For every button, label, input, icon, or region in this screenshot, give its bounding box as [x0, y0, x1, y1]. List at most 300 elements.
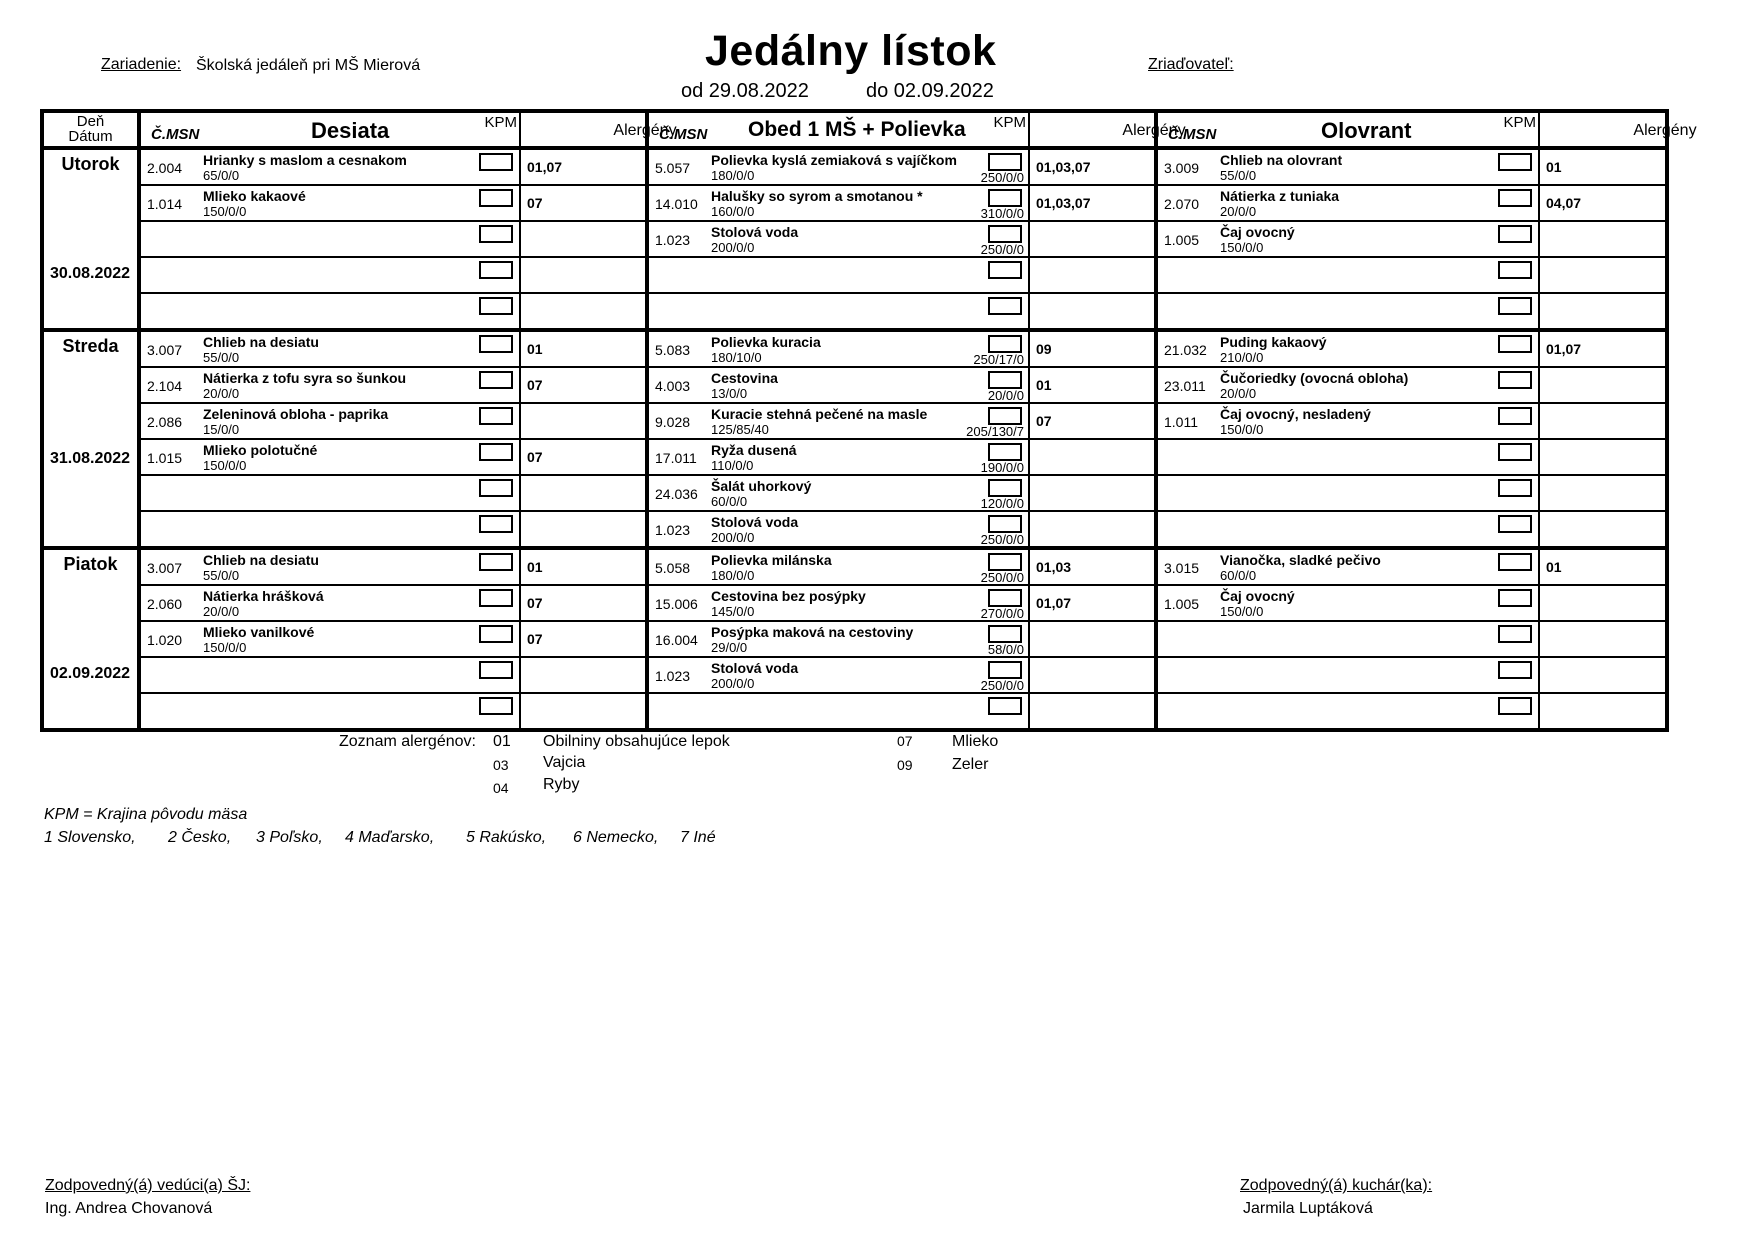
table-row: [42, 148, 1667, 185]
allergen-cell: [520, 475, 647, 511]
meal-code: 2.104: [147, 378, 183, 394]
allergen-cell: [1029, 257, 1156, 293]
allergen-code: 07: [897, 733, 913, 749]
allergen-name: Mlieko: [952, 733, 999, 750]
table-row: [42, 548, 1667, 585]
meal-portion-large: 250/0/0: [980, 242, 1024, 257]
allergen-cell: [1539, 330, 1667, 367]
kpm-box: [479, 661, 513, 679]
meal-portion: 200/0/0: [711, 676, 755, 691]
kpm-country: 2 Česko,: [168, 829, 232, 846]
meal-name: Ryža dusená: [711, 442, 797, 458]
table-row: [42, 185, 1667, 221]
meal-cell: [139, 403, 520, 439]
meal-name: Stolová voda: [711, 224, 799, 240]
meal-code: 9.028: [655, 414, 691, 430]
day-name: Streda: [62, 336, 119, 356]
header-date-label: Dátum: [68, 128, 113, 145]
meal-portion-large: 20/0/0: [987, 388, 1024, 403]
allergen-cell: [520, 148, 647, 185]
table-row: [42, 511, 1667, 548]
facility-label: Zariadenie:: [101, 56, 182, 73]
meal-code: 1.005: [1164, 596, 1200, 612]
manager-name: Ing. Andrea Chovanová: [45, 1200, 213, 1217]
allergen-cell: [1029, 693, 1156, 730]
meal-cell: [1156, 367, 1539, 403]
meal-code: 1.023: [655, 232, 691, 248]
meal-code: 1.023: [655, 668, 691, 684]
meal-code: 1.023: [655, 522, 691, 538]
table-row: [42, 221, 1667, 257]
meal-portion-large: 270/0/0: [980, 606, 1024, 621]
meal-code: 2.070: [1164, 196, 1200, 212]
allergen-cell: [1029, 221, 1156, 257]
header-allergens-3: [1539, 111, 1697, 148]
kpm-box: [479, 153, 513, 171]
table-row: [42, 475, 1667, 511]
meal-cell: [1156, 185, 1539, 221]
allergen-cell: [520, 367, 647, 403]
meal-allergens: 07: [527, 449, 543, 465]
meal-portion-large: 250/0/0: [980, 570, 1024, 585]
allergen-cell: [520, 439, 647, 475]
meal-cell: [647, 221, 1029, 257]
allergen-cell: [1539, 621, 1667, 657]
header-row: [42, 111, 1667, 148]
allergen-cell: [1029, 148, 1156, 185]
meal-cell: [647, 403, 1029, 439]
meal-portion: 150/0/0: [1220, 604, 1264, 619]
kpm-box: [988, 589, 1022, 607]
meal-code: 1.014: [147, 196, 183, 212]
meal-portion: 150/0/0: [203, 640, 247, 655]
kpm-box: [1498, 697, 1532, 715]
meal-portion: 20/0/0: [1220, 386, 1257, 401]
day-date: 02.09.2022: [50, 665, 131, 682]
allergen-cell: [1029, 548, 1156, 585]
table-row: [42, 585, 1667, 621]
allergen-cell: [520, 511, 647, 548]
meal-cell: [139, 475, 520, 511]
meal-allergens: 01,03,07: [1036, 159, 1091, 175]
meal-name: Mlieko kakaové: [203, 188, 306, 204]
meal-portion: 65/0/0: [203, 168, 240, 183]
meal-code: 24.036: [655, 486, 698, 502]
page-title: Jedálny lístok: [705, 27, 997, 75]
meal-portion: 60/0/0: [1220, 568, 1257, 583]
allergen-cell: [1539, 185, 1667, 221]
meal-allergens: 07: [527, 195, 543, 211]
meal-portion: 60/0/0: [711, 494, 748, 509]
header-allergens-1: [520, 111, 677, 148]
meal-cell: [1156, 585, 1539, 621]
meal-cell: [647, 475, 1029, 511]
allergen-code: 03: [493, 757, 509, 773]
meal-portion: 20/0/0: [1220, 204, 1257, 219]
meal-cell: [139, 257, 520, 293]
kpm-box: [1498, 407, 1532, 425]
kpm-box: [988, 189, 1022, 207]
kpm-box: [1498, 515, 1532, 533]
meal-name: Šalát uhorkový: [711, 478, 812, 494]
kpm-box: [1498, 661, 1532, 679]
kpm-box: [988, 625, 1022, 643]
kpm-box: [1498, 189, 1532, 207]
kpm-country: 4 Maďarsko,: [345, 829, 435, 846]
meal-code: 1.005: [1164, 232, 1200, 248]
meal-cell: [1156, 330, 1539, 367]
meal-name: Vianočka, sladké pečivo: [1220, 552, 1381, 568]
allergen-name: Vajcia: [543, 754, 586, 771]
meal-name: Mlieko vanilkové: [203, 624, 315, 640]
header-msn-label: Č.MSN: [151, 126, 200, 143]
meal-allergens: 09: [1036, 341, 1052, 357]
kpm-box: [988, 297, 1022, 315]
meal-name: Cestovina: [711, 370, 778, 386]
kpm-box: [479, 589, 513, 607]
kpm-country: 1 Slovensko,: [44, 829, 136, 846]
allergen-cell: [1539, 511, 1667, 548]
meal-name: Nátierka z tuniaka: [1220, 188, 1340, 204]
meal-name: Stolová voda: [711, 660, 799, 676]
meal-portion: 55/0/0: [203, 568, 240, 583]
meal-code: 4.003: [655, 378, 691, 394]
meal-name: Halušky so syrom a smotanou *: [711, 188, 923, 204]
meal-portion: 180/0/0: [711, 168, 755, 183]
meal-allergens: 07: [1036, 413, 1052, 429]
allergen-cell: [520, 221, 647, 257]
meal-cell: [139, 693, 520, 730]
meal-allergens: 01,07: [1546, 341, 1582, 357]
kpm-box: [479, 553, 513, 571]
meal-allergens: 07: [527, 595, 543, 611]
kpm-box: [479, 697, 513, 715]
meal-code: 1.015: [147, 450, 183, 466]
meal-name: Mlieko polotučné: [203, 442, 318, 458]
meal-portion-large: 310/0/0: [980, 206, 1024, 221]
allergen-cell: [1029, 657, 1156, 693]
kpm-box: [479, 407, 513, 425]
meal-name: Chlieb na olovrant: [1220, 152, 1343, 168]
day-cell: [42, 148, 139, 330]
meal-cell: [1156, 257, 1539, 293]
meal-cell: [647, 367, 1029, 403]
meal-code: 15.006: [655, 596, 698, 612]
meal-portion: 200/0/0: [711, 530, 755, 545]
allergen-cell: [520, 585, 647, 621]
date-from: od 29.08.2022: [681, 80, 809, 102]
allergen-cell: [1539, 585, 1667, 621]
meal-cell: [139, 330, 520, 367]
meal-portion: 125/85/40: [711, 422, 769, 437]
meal-name: Nátierka z tofu syra so šunkou: [203, 370, 407, 386]
meal-code: 1.020: [147, 632, 183, 648]
allergen-cell: [520, 548, 647, 585]
allergen-cell: [520, 693, 647, 730]
meal-cell: [647, 257, 1029, 293]
kpm-box: [1498, 443, 1532, 461]
kpm-country: 3 Poľsko,: [256, 829, 323, 846]
meal-portion-large: 250/0/0: [980, 170, 1024, 185]
meal-allergens: 01,03,07: [1036, 195, 1091, 211]
meal-portion: 110/0/0: [711, 458, 754, 473]
kpm-box: [988, 479, 1022, 497]
allergen-cell: [1539, 475, 1667, 511]
header-allergens-label: Alergény: [1122, 122, 1186, 139]
meal-cell: [647, 148, 1029, 185]
kpm-country: 5 Rakúsko,: [466, 829, 547, 846]
meal-allergens: 04,07: [1546, 195, 1582, 211]
header-kpm-label: KPM: [993, 114, 1026, 131]
allergen-cell: [520, 403, 647, 439]
allergen-cell: [1029, 185, 1156, 221]
kpm-box: [988, 515, 1022, 533]
header-snack2: [1156, 111, 1539, 148]
kpm-box: [479, 371, 513, 389]
date-to: do 02.09.2022: [866, 80, 994, 102]
kpm-box: [479, 515, 513, 533]
allergen-cell: [1029, 439, 1156, 475]
table-row: [42, 257, 1667, 293]
kpm-box: [479, 189, 513, 207]
meal-portion-large: 250/17/0: [973, 352, 1024, 367]
meal-name: Chlieb na desiatu: [203, 334, 319, 350]
header-lunch-label: Obed 1 MŠ + Polievka: [748, 118, 966, 141]
kpm-box: [988, 553, 1022, 571]
kpm-box: [988, 443, 1022, 461]
meal-portion: 150/0/0: [1220, 240, 1264, 255]
table-row: [42, 367, 1667, 403]
meal-cell: [139, 657, 520, 693]
table-row: [42, 403, 1667, 439]
meal-portion: 150/0/0: [1220, 422, 1264, 437]
meal-cell: [647, 330, 1029, 367]
table-row: [42, 330, 1667, 367]
table-row: [42, 293, 1667, 330]
meal-code: 5.083: [655, 342, 691, 358]
meal-name: Polievka kuracia: [711, 334, 821, 350]
meal-cell: [1156, 475, 1539, 511]
allergen-cell: [1539, 403, 1667, 439]
facility-name: Školská jedáleň pri MŠ Mierová: [196, 57, 421, 74]
allergen-cell: [520, 185, 647, 221]
day-name: Piatok: [63, 554, 118, 574]
kpm-box: [1498, 625, 1532, 643]
kpm-box: [1498, 589, 1532, 607]
kpm-box: [1498, 261, 1532, 279]
meal-cell: [647, 185, 1029, 221]
meal-portion-large: 120/0/0: [980, 496, 1024, 511]
meal-cell: [647, 693, 1029, 730]
kpm-country: 7 Iné: [680, 829, 716, 846]
meal-code: 2.086: [147, 414, 183, 430]
day-name: Utorok: [61, 154, 120, 174]
meal-portion-large: 250/0/0: [980, 678, 1024, 693]
meal-cell: [139, 293, 520, 330]
meal-name: Puding kakaový: [1220, 334, 1327, 350]
meal-cell: [1156, 657, 1539, 693]
kpm-box: [479, 335, 513, 353]
meal-code: 2.004: [147, 160, 183, 176]
meal-code: 3.009: [1164, 160, 1200, 176]
meal-portion: 180/10/0: [711, 350, 762, 365]
kpm-box: [1498, 297, 1532, 315]
meal-code: 2.060: [147, 596, 183, 612]
kpm-box: [1498, 225, 1532, 243]
meal-name: Nátierka hrášková: [203, 588, 324, 604]
meal-cell: [647, 585, 1029, 621]
cook-name: Jarmila Luptáková: [1243, 1200, 1373, 1217]
kpm-box: [988, 335, 1022, 353]
meal-cell: [139, 585, 520, 621]
meal-name: Cestovina bez posýpky: [711, 588, 866, 604]
meal-name: Stolová voda: [711, 514, 799, 530]
meal-portion: 200/0/0: [711, 240, 755, 255]
meal-name: Posýpka maková na cestoviny: [711, 624, 914, 640]
header-kpm-label: KPM: [484, 114, 517, 131]
meal-portion: 20/0/0: [203, 604, 240, 619]
meal-name: Čaj ovocný, nesladený: [1220, 406, 1371, 422]
kpm-box: [479, 443, 513, 461]
allergen-cell: [1539, 257, 1667, 293]
allergen-cell: [1029, 403, 1156, 439]
meal-cell: [1156, 548, 1539, 585]
meal-allergens: 01,03: [1036, 559, 1072, 575]
meal-cell: [139, 221, 520, 257]
allergen-cell: [1539, 693, 1667, 730]
kpm-box: [988, 371, 1022, 389]
allergen-list-label: Zoznam alergénov:: [339, 733, 476, 750]
meal-code: 17.011: [655, 450, 697, 466]
table-row: [42, 657, 1667, 693]
allergen-cell: [1029, 585, 1156, 621]
table-row: [42, 439, 1667, 475]
meal-allergens: 01,07: [1036, 595, 1072, 611]
meal-code: 16.004: [655, 632, 698, 648]
meal-cell: [1156, 693, 1539, 730]
meal-allergens: 01: [527, 341, 543, 357]
meal-cell: [139, 185, 520, 221]
allergen-cell: [1539, 293, 1667, 330]
kpm-country: 6 Nemecko,: [573, 829, 659, 846]
meal-portion: 180/0/0: [711, 568, 755, 583]
meal-name: Zeleninová obloha - paprika: [203, 406, 389, 422]
kpm-box: [988, 225, 1022, 243]
day-cell: [42, 330, 139, 548]
meal-code: 21.032: [1164, 342, 1207, 358]
allergen-cell: [520, 621, 647, 657]
allergen-code: 09: [897, 757, 913, 773]
allergen-name: Obilniny obsahujúce lepok: [543, 733, 730, 750]
meal-portion-large: 205/130/7: [966, 424, 1024, 439]
allergen-cell: [520, 293, 647, 330]
kpm-box: [1498, 371, 1532, 389]
meal-portion: 150/0/0: [203, 204, 247, 219]
header-day-date: [42, 111, 139, 148]
meal-portion-large: 250/0/0: [980, 532, 1024, 547]
meal-portion: 55/0/0: [203, 350, 240, 365]
kpm-box: [988, 697, 1022, 715]
allergen-cell: [1029, 367, 1156, 403]
meal-allergens: 01: [1546, 159, 1562, 175]
kpm-note: KPM = Krajina pôvodu mäsa: [44, 806, 248, 823]
allergen-cell: [1539, 439, 1667, 475]
allergen-cell: [520, 330, 647, 367]
meal-cell: [647, 621, 1029, 657]
meal-code: 3.007: [147, 342, 183, 358]
meal-cell: [139, 621, 520, 657]
header-snack1-label: Desiata: [311, 118, 390, 143]
meal-cell: [1156, 403, 1539, 439]
allergen-cell: [1539, 367, 1667, 403]
meal-portion: 55/0/0: [1220, 168, 1257, 183]
kpm-box: [1498, 553, 1532, 571]
kpm-box: [988, 407, 1022, 425]
allergen-cell: [1539, 221, 1667, 257]
day-cell: [42, 548, 139, 730]
meal-portion-large: 190/0/0: [980, 460, 1024, 475]
meal-cell: [1156, 439, 1539, 475]
kpm-box: [479, 625, 513, 643]
meal-cell: [1156, 621, 1539, 657]
meal-portion: 150/0/0: [203, 458, 247, 473]
header-day-label: Deň: [76, 113, 105, 130]
meal-allergens: 07: [527, 377, 543, 393]
allergen-cell: [520, 257, 647, 293]
header-msn-label: Č.MSN: [659, 126, 708, 143]
allergen-cell: [1029, 511, 1156, 548]
meal-cell: [1156, 148, 1539, 185]
kpm-box: [479, 261, 513, 279]
table-row: [42, 693, 1667, 730]
meal-name: Kuracie stehná pečené na masle: [711, 406, 928, 422]
meal-cell: [1156, 293, 1539, 330]
menu-table: [40, 109, 1697, 732]
meal-cell: [139, 439, 520, 475]
kpm-box: [479, 479, 513, 497]
allergen-code: 04: [493, 780, 509, 796]
meal-portion: 210/0/0: [1220, 350, 1264, 365]
meal-code: 1.011: [1164, 414, 1198, 430]
meal-name: Čučoriedky (ovocná obloha): [1220, 370, 1409, 386]
meal-allergens: 01: [1546, 559, 1562, 575]
meal-cell: [139, 148, 520, 185]
day-date: 31.08.2022: [50, 450, 131, 467]
meal-code: 3.007: [147, 560, 183, 576]
kpm-box: [988, 661, 1022, 679]
meal-cell: [647, 439, 1029, 475]
meal-portion: 145/0/0: [711, 604, 755, 619]
allergen-cell: [1029, 621, 1156, 657]
meal-cell: [647, 293, 1029, 330]
kpm-box: [988, 153, 1022, 171]
header-kpm-label: KPM: [1503, 114, 1536, 131]
meal-cell: [139, 367, 520, 403]
meal-portion-large: 58/0/0: [987, 642, 1024, 657]
meal-name: Polievka kyslá zemiaková s vajíčkom: [711, 152, 957, 168]
meal-cell: [647, 511, 1029, 548]
meal-cell: [1156, 221, 1539, 257]
meal-name: Hrianky s maslom a cesnakom: [203, 152, 407, 168]
allergen-cell: [1539, 657, 1667, 693]
meal-portion: 29/0/0: [711, 640, 748, 655]
header-lunch: [647, 111, 1029, 148]
meal-name: Chlieb na desiatu: [203, 552, 319, 568]
allergen-name: Ryby: [543, 776, 580, 793]
allergen-cell: [1539, 548, 1667, 585]
meal-allergens: 01: [1036, 377, 1052, 393]
meal-code: 3.015: [1164, 560, 1200, 576]
